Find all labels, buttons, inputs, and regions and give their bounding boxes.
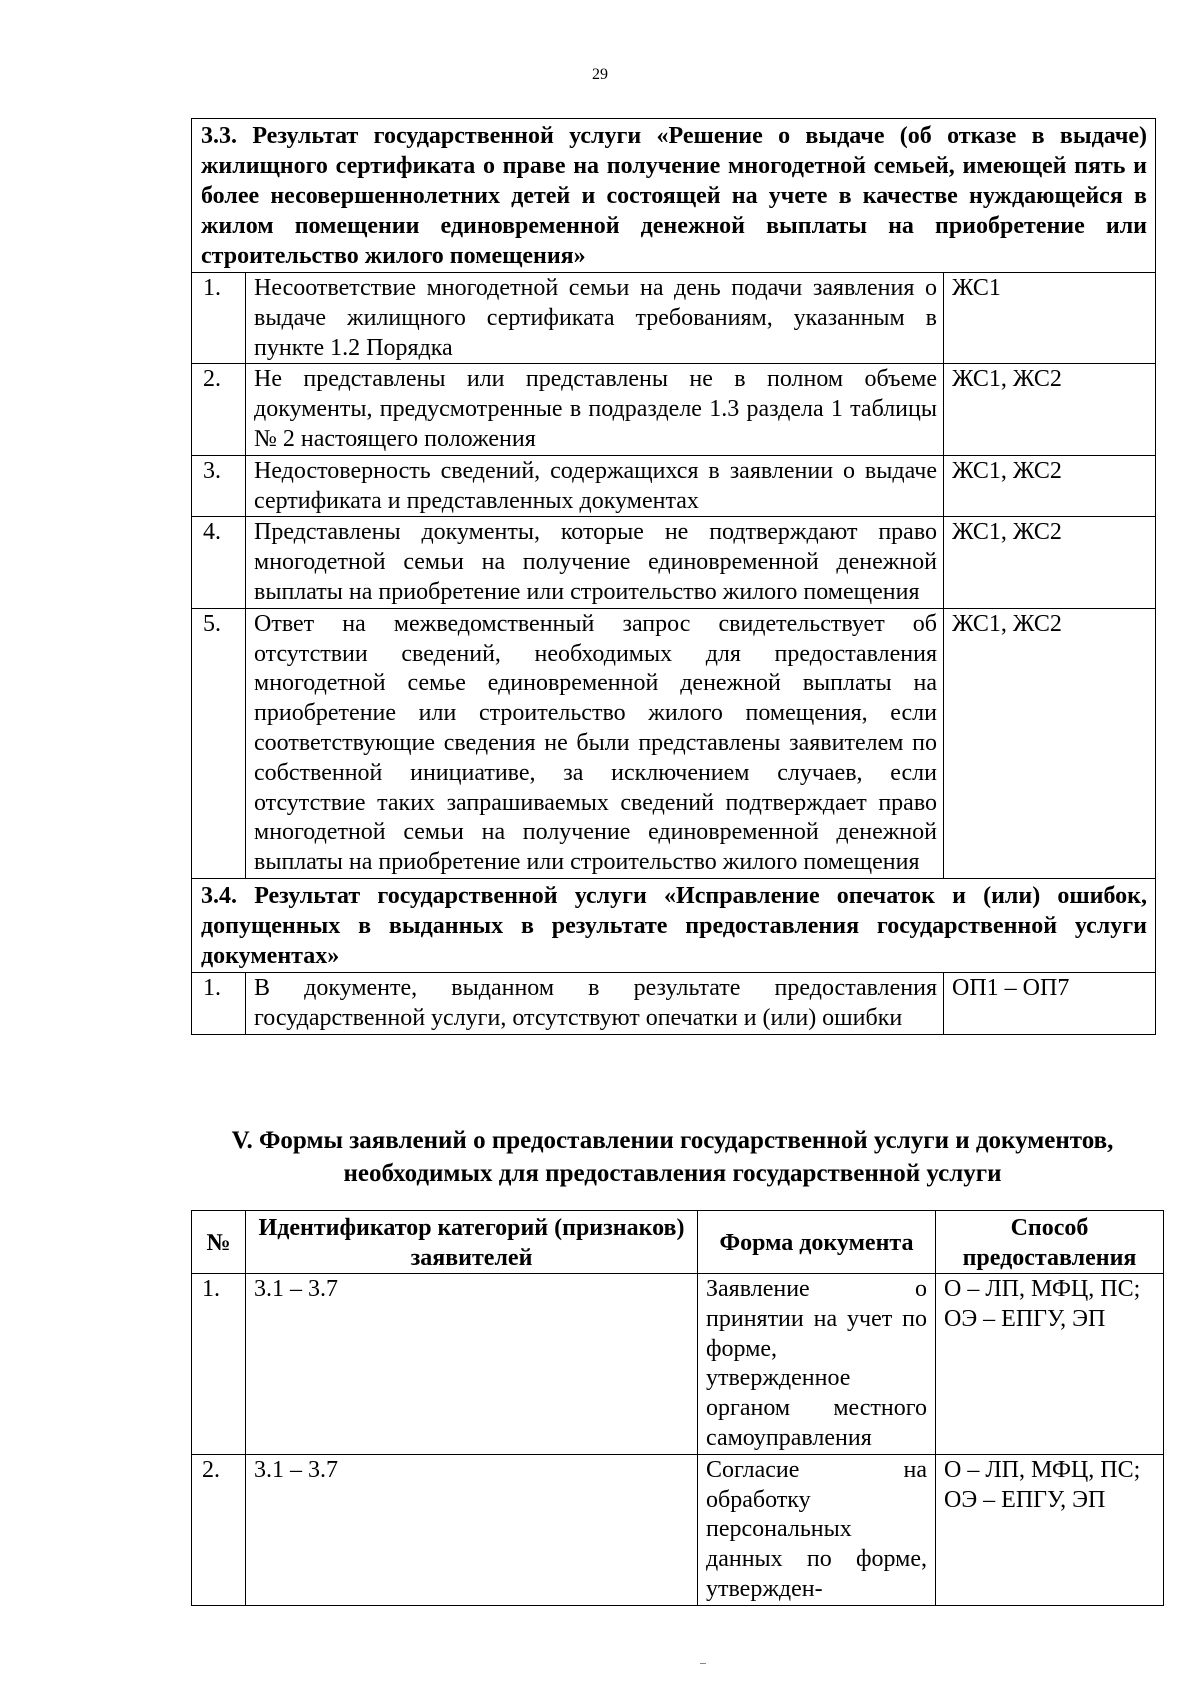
row-number: 1.: [192, 1274, 246, 1455]
scan-artifact: [700, 1663, 706, 1664]
row-number: 2.: [192, 1454, 246, 1605]
row-identifier: 3.1 – 3.7: [246, 1454, 698, 1605]
row-code: ЖС1, ЖС2: [944, 455, 1156, 517]
row-code: ЖС1: [944, 273, 1156, 364]
header-num: №: [192, 1211, 246, 1274]
row-number: 2.: [192, 364, 246, 455]
row-text: Ответ на межведомственный запрос свидетельствует об отсутствии сведений, необходимых для предоставления многодетной семье единовременной денежной выплаты на приобретение или строительство жилого помещения, если соответствующие сведения не были представлены заявителем по собственной инициативе, за исключением случаев, если отсутствие таких запрашиваемых сведений подтверждает право многодетной семьи на получение единовременной денежной выплаты на приобретение или строительство жилого помещения: [246, 608, 944, 878]
table-row: [192, 364, 1156, 455]
row-method: [936, 1454, 1164, 1605]
row-number: 1.: [192, 273, 246, 364]
table-row: [192, 517, 1156, 608]
row-number: 5.: [192, 608, 246, 878]
table-row: [192, 273, 1156, 364]
row-text: Несоответствие многодетной семьи на день подачи заявления о выдаче жилищного сертификата требованиям, указанным в пункте 1.2 Порядка: [246, 273, 944, 364]
row-identifier: 3.1 – 3.7: [246, 1274, 698, 1455]
forms-table-header: [192, 1211, 1164, 1274]
section-3-4-title: 3.4. Результат государственной услуги «Исправление опечаток и (или) ошибок, допущенных в выданных в результате предоставления государственной услуги документах»: [192, 878, 1156, 972]
row-number: 4.: [192, 517, 246, 608]
table-row: [192, 455, 1156, 517]
row-text: В документе, выданном в результате предоставления государственной услуги, отсутствуют опечатки и (или) ошибки: [246, 972, 944, 1034]
row-form: Согласие на обработку персональных данных по форме, утвержден-: [698, 1454, 936, 1605]
row-code: ОП1 – ОП7: [944, 972, 1156, 1034]
header-form: Форма документа: [698, 1211, 936, 1274]
row-code: ЖС1, ЖС2: [944, 517, 1156, 608]
method-line: ОЭ – ЕПГУ, ЭП: [944, 1305, 1106, 1332]
header-method: Способ предоставления: [936, 1211, 1164, 1274]
row-number: 3.: [192, 455, 246, 517]
row-form: Заявление о принятии на учет по форме, утвержденное органом местного самоуправления: [698, 1274, 936, 1455]
table-row: [192, 1454, 1164, 1605]
row-number: 1.: [192, 972, 246, 1034]
page-number: 29: [592, 66, 608, 83]
forms-table: [191, 1210, 1164, 1606]
table-row: [192, 608, 1156, 878]
header-identifier: Идентификатор категорий (признаков) заявителей: [246, 1211, 698, 1274]
method-line: О – ЛП, МФЦ, ПС;: [944, 1276, 1141, 1302]
row-method: [936, 1274, 1164, 1455]
section-v-title-line-2: необходимых для предоставления государственной услуги: [343, 1160, 1002, 1187]
section-3-3-title: 3.3. Результат государственной услуги «Решение о выдаче (об отказе в выдаче) жилищного сертификата о праве на получение многодетной семьей, имеющей пять и более несовершеннолетних детей и состоящей на учете в качестве нуждающейся в жилом помещении единовременной денежной выплаты на приобретение или строительство жилого помещения»: [192, 119, 1156, 273]
row-text: Представлены документы, которые не подтверждают право многодетной семьи на получение единовременной денежной выплаты на приобретение или строительство жилого помещения: [246, 517, 944, 608]
row-text: Не представлены или представлены не в полном объеме документы, предусмотренные в подразделе 1.3 раздела 1 таблицы № 2 настоящего положения: [246, 364, 944, 455]
section-3-4-header-row: [192, 878, 1156, 972]
row-code: ЖС1, ЖС2: [944, 364, 1156, 455]
table-row: [192, 1274, 1164, 1455]
table-row: [192, 972, 1156, 1034]
section-v-title-line-1: V. Формы заявлений о предоставлении государственной услуги и документов,: [231, 1127, 1114, 1154]
row-text: Недостоверность сведений, содержащихся в заявлении о выдаче сертификата и представленных документах: [246, 455, 944, 517]
method-line: О – ЛП, МФЦ, ПС;: [944, 1456, 1141, 1483]
method-line: ОЭ – ЕПГУ, ЭП: [944, 1486, 1106, 1513]
section-v-title: [180, 1124, 1165, 1190]
row-code: ЖС1, ЖС2: [944, 608, 1156, 878]
results-table: [191, 118, 1156, 1035]
section-3-3-header-row: [192, 119, 1156, 273]
